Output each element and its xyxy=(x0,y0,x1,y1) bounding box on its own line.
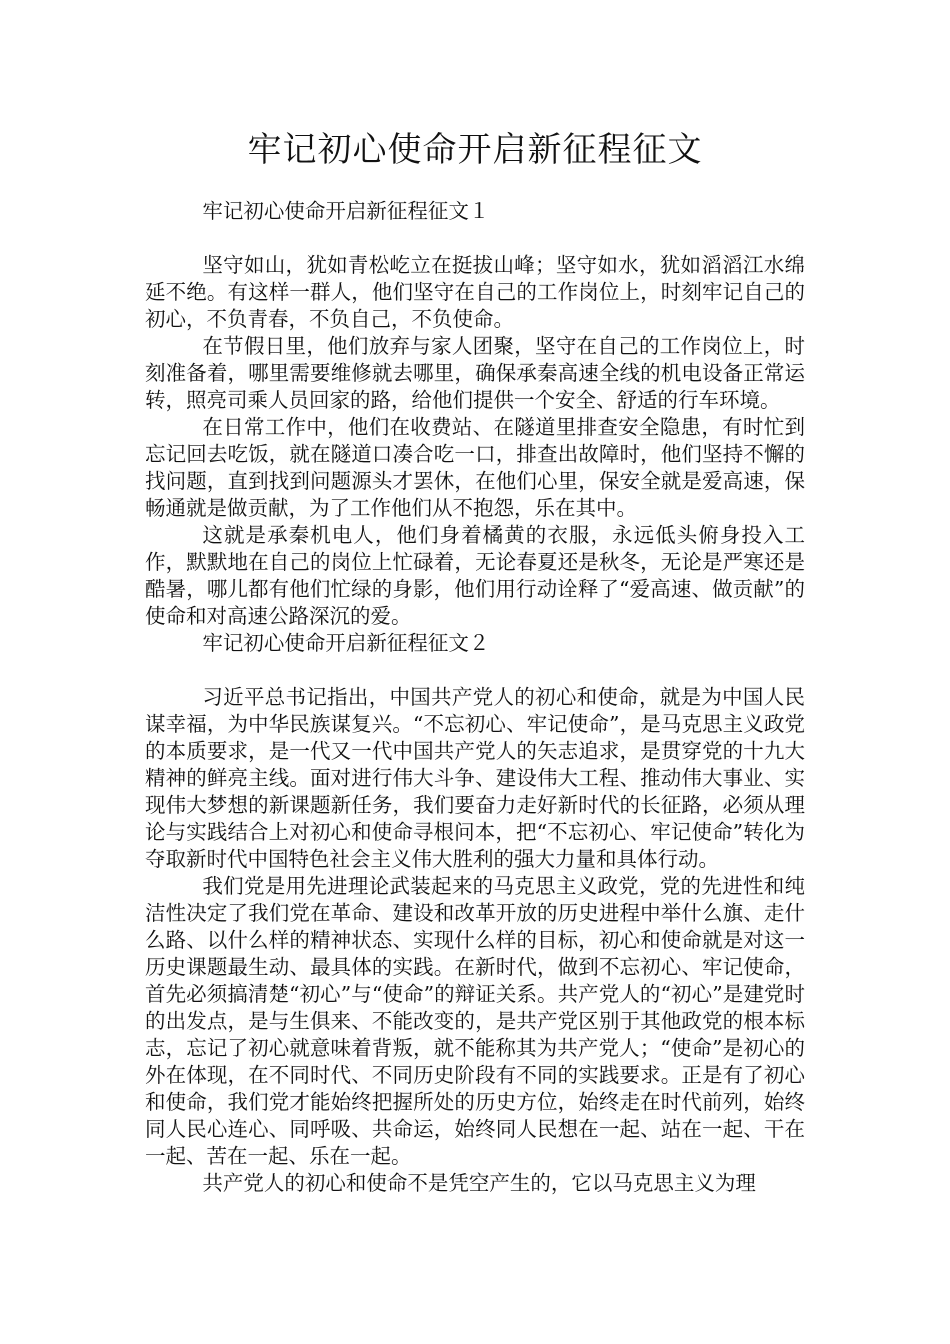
paragraph: 我们党是用先进理论武装起来的马克思主义政党，党的先进性和纯洁性决定了我们党在革命、建设和改革开放的历史进程中举什么旗、走什么路、以什么样的精神状态、实现什么样的目标，初心和使命就是对这一历史课题最生动、最具体的实践。在新时代，做到不忘初心、牢记使命，首先必须搞清楚“初心”与“使命”的辩证关系。共产党人的“初心”是建党时的出发点，是与生俱来、不能改变的，是共产党区别于其他政党的根本标志，忘记了初心就意味着背叛，就不能称其为共产党人；“使命”是初心的外在体现，在不同时代、不同历史阶段有不同的实践要求。正是有了初心和使命，我们党才能始终把握所处的历史方位，始终走在时代前列，始终同人民心连心、同呼吸、共命运，始终同人民想在一起、站在一起、干在一起、苦在一起、乐在一起。 xyxy=(145,874,805,1168)
paragraph: 坚守如山，犹如青松屹立在挺拔山峰；坚守如水，犹如滔滔江水绵延不绝。有这样一群人，他们坚守在自己的工作岗位上，时刻牢记自己的初心，不负青春，不负自己，不负使命。 xyxy=(145,253,805,331)
paragraph: 习近平总书记指出，中国共产党人的初心和使命，就是为中国人民谋幸福，为中华民族谋复兴。“不忘初心、牢记使命”，是马克思主义政党的本质要求，是一代又一代中国共产党人的矢志追求，是贯穿党的十九大精神的鲜亮主线。面对进行伟大斗争、建设伟大工程、推动伟大事业、实现伟大梦想的新课题新任务，我们要奋力走好新时代的长征路，必须从理论与实践结合上对初心和使命寻根问本，把“不忘初心、牢记使命”转化为夺取新时代中国特色社会主义伟大胜利的强大力量和具体行动。 xyxy=(145,685,805,871)
document-title: 牢记初心使命开启新征程征文 xyxy=(247,130,703,170)
paragraph: 共产党人的初心和使命不是凭空产生的，它以马克思主义为理 xyxy=(202,1171,756,1195)
paragraph: 在节假日里，他们放弃与家人团聚，坚守在自己的工作岗位上，时刻准备着，哪里需要维修就去哪里，确保承秦高速全线的机电设备正常运转，照亮司乘人员回家的路，给他们提供一个安全、舒适的行车环境。 xyxy=(145,334,805,412)
section-heading-1: 牢记初心使命开启新征程征文１ xyxy=(202,199,490,223)
paragraph: 这就是承秦机电人，他们身着橘黄的衣服，永远低头俯身投入工作，默默地在自己的岗位上忙碌着，无论春夏还是秋冬，无论是严寒还是酷暑，哪儿都有他们忙绿的身影，他们用行动诠释了“爱高速、做贡献”的使命和对高速公路深沉的爱。 xyxy=(145,523,805,628)
section-heading-2: 牢记初心使命开启新征程征文２ xyxy=(202,631,490,655)
paragraph: 在日常工作中，他们在收费站、在隧道里排查安全隐患，有时忙到忘记回去吃饭，就在隧道口凑合吃一口，排查出故障时，他们坚持不懈的找问题，直到找到问题源头才罢休，在他们心里，保安全就是爱高速，保畅通就是做贡献，为了工作他们从不抱怨，乐在其中。 xyxy=(145,415,805,520)
document-body xyxy=(145,198,805,1197)
